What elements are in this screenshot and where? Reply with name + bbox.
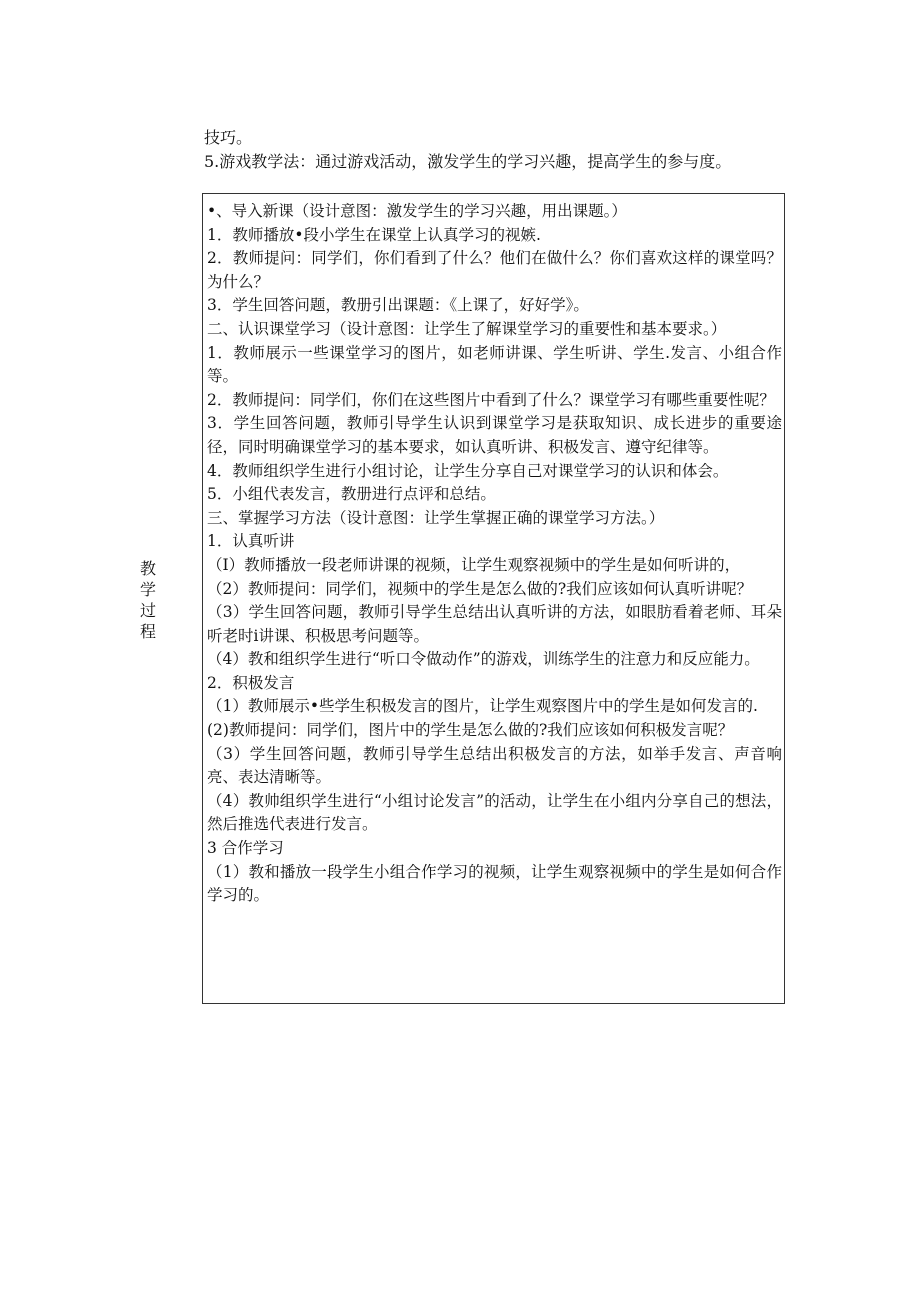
paragraph: （3）学生回答问题，教师引导学生总结出积极发言的方法，如举手发言、声音响亮、表达清晰等。	[207, 744, 782, 787]
paragraph: 3．学生回答问题，教师引导学生认识到课堂学习是获取知识、成长进步的重要途径，同时明确课堂学习的基本要求，如认真听讲、积极发言、遵守纪律等。	[207, 414, 782, 456]
intro-line-2: 5.游戏教学法：通过游戏活动，激发学生的学习兴趣，提高学生的参与度。	[204, 152, 732, 171]
paragraph: 3．学生回答问题，教册引出课题：《上课了，好好学》。	[207, 296, 589, 315]
paragraph: 2．教师提问：同学们，你们看到了什么？他们在做什么？你们喜欢这样的课堂吗？为什么？	[207, 249, 782, 291]
preceding-text	[204, 126, 804, 174]
paragraph: 2．积极发言	[207, 673, 295, 692]
paragraph: （1）教和播放一段学生小组合作学习的视频，让学生观察视频中的学生是如何合作学习的。	[207, 862, 782, 905]
paragraph: （I）教师播放一段老师讲课的视频，让学生观察视频中的学生是如何听讲的，	[207, 555, 741, 574]
paragraph: 1．教师展示一些课堂学习的图片，如老师讲课、学生听讲、学生.发言、小组合作等。	[207, 343, 782, 386]
paragraph: 3 合作学习	[207, 839, 284, 858]
paragraph: (2)教师提问：同学们，图片中的学生是怎么做的?我们应该如何积极发言呢？	[207, 721, 734, 740]
paragraph: 三、掌握学习方法（设计意图：让学生掌握正确的课堂学习方法。）	[207, 508, 665, 527]
paragraph: 2．教师提问：同学们，你们在这些图片中看到了什么？课堂学习有哪些重要性呢？	[207, 390, 775, 409]
paragraph: 4．教师组织学生进行小组讨论，让学生分享自己对课堂学习的认识和体会。	[207, 461, 729, 480]
intro-line-1: 技巧。	[204, 128, 253, 147]
paragraph: （4）教和组织学生进行“听口令做动作”的游戏，训练学生的注意力和反应能力。	[207, 650, 760, 669]
teaching-process-label: 教学过程	[139, 559, 156, 641]
paragraph: 5．小组代表发言，教册进行点评和总结。	[207, 485, 496, 504]
paragraph: 二、认识课堂学习（设计意图：让学生了解课堂学习的重要性和基本要求。）	[207, 319, 727, 338]
paragraph: （3）学生回答问题，教师引导学生总结出认真听讲的方法，如眼肪看着老师、耳朵听老时i讲课、积极思考问题等。	[207, 603, 782, 645]
paragraph: （4）教帅组织学生进行“小组讨论发言”的活动，让学生在小组内分享自己的想法，然后推选代表进行发言。	[207, 791, 782, 834]
teaching-process-content	[207, 200, 782, 908]
paragraph: （2）教师提问：同学们，视频中的学生是怎么做的?我们应该如何认真听讲呢？	[207, 579, 753, 598]
paragraph: •、导入新课（设计意图：激发学生的学习兴趣，用出课题。）	[207, 202, 627, 220]
paragraph: 1．认真听讲	[207, 532, 295, 551]
teaching-process-table	[139, 193, 785, 1004]
paragraph: （1）教师展示•些学生积极发言的图片，让学生观察图片中的学生是如何发言的.	[207, 697, 758, 716]
paragraph: 1．教师播放•段小学生在课堂上认真学习的视嫉.	[207, 225, 541, 244]
